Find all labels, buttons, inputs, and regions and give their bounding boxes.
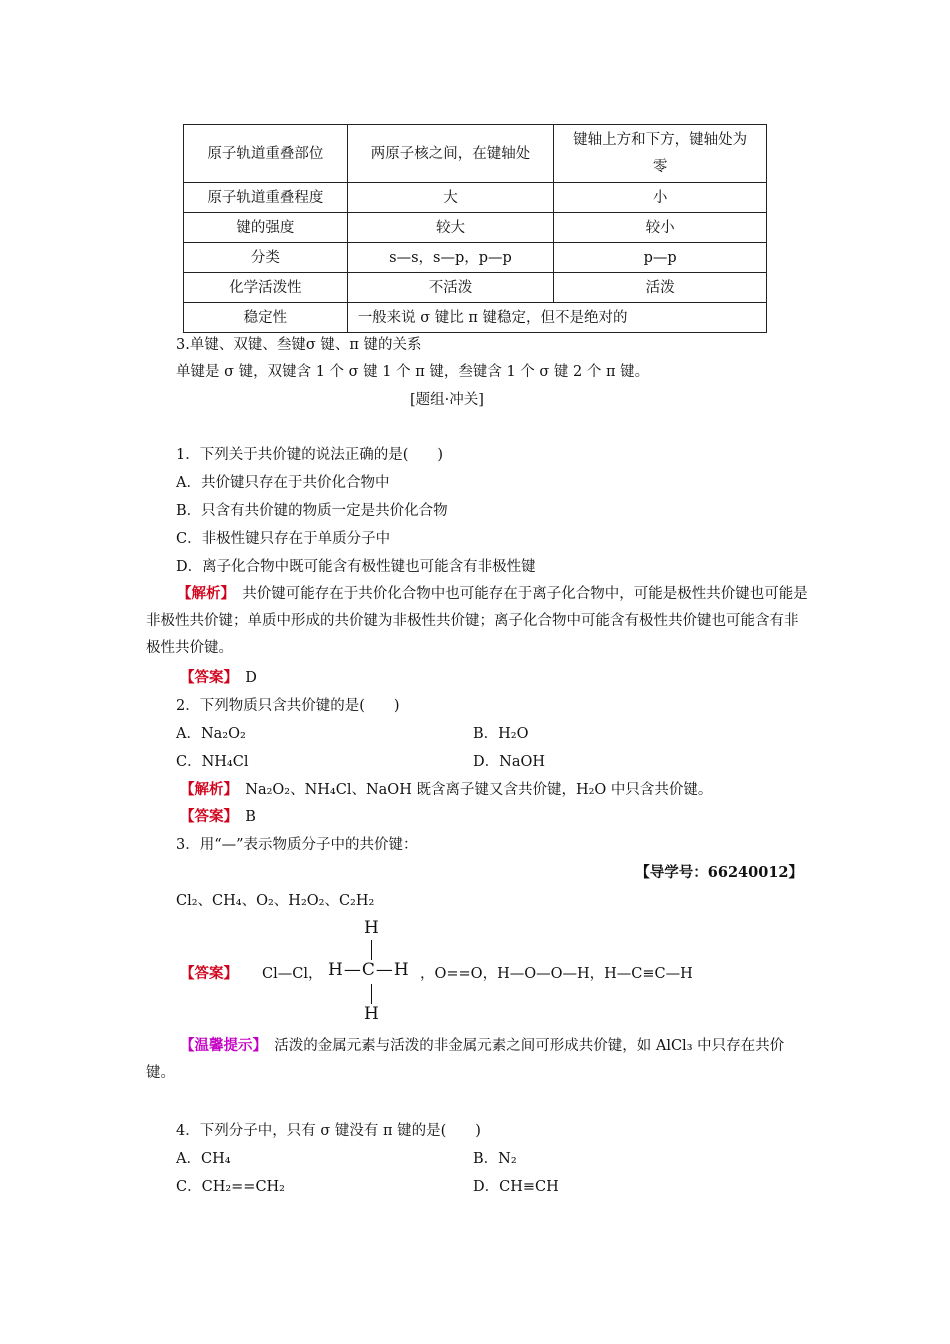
table-cell: 两原子核之间，在键轴处 [347,125,554,183]
question-stem: 2．下列物质只含共价键的是( ) [176,698,400,714]
answer-value: B [245,809,256,825]
section-body: 单键是 σ 键，双键含 1 个 σ 键 1 个 π 键，叁键含 1 个 σ 键 2 个 π 键。 [176,364,650,380]
ch4-middle-row: H—C—H [328,960,410,980]
guide-number: 【导学号：66240012】 [635,864,803,881]
table-cell: 键的强度 [184,213,348,243]
answer-tag: 【答案】 [180,965,238,982]
table-row [184,303,767,333]
table-cell: 分类 [184,243,348,273]
table-cell: 原子轨道重叠部位 [184,125,348,183]
analysis-text: Na₂O₂、NH₄Cl、NaOH 既含离子键又含共价键，H₂O 中只含共价键。 [245,782,713,798]
answer-value: D [245,670,257,686]
table-cell: 不活泼 [347,273,554,303]
option-b: B．只含有共价键的物质一定是共价化合物 [176,503,448,519]
table-cell: 化学活泼性 [184,273,348,303]
tip-text: 活泼的金属元素与活泼的非金属元素之间可形成共价键，如 AlCl₃ 中只存在共价键。 [146,1038,785,1081]
option-a: A．Na₂O₂ [176,726,246,742]
answer-line [180,805,256,826]
option-c: C．非极性键只存在于单质分子中 [176,531,391,547]
analysis-tag: 【解析】 [180,781,231,798]
table-cell: 较大 [347,213,554,243]
analysis-tag: 【解析】 [177,585,228,602]
option-a: A．共价键只存在于共价化合物中 [176,475,390,491]
tip-paragraph [146,1032,810,1087]
ch4-bond-bottom [371,984,372,1004]
table-cell: 一般来说 σ 键比 π 键稳定，但不是绝对的 [347,303,766,333]
option-d: D．NaOH [473,754,545,770]
bond-comparison-table [183,124,767,333]
option-d: D．离子化合物中既可能含有极性键也可能含有非极性键 [176,559,536,575]
table-cell: 大 [347,183,554,213]
option-b: B．H₂O [473,726,529,742]
option-c: C．CH₂==CH₂ [176,1179,285,1195]
option-d: D．CH≡CH [473,1179,559,1195]
question-stem: 1．下列关于共价键的说法正确的是( ) [176,447,444,463]
option-b: B．N₂ [473,1151,517,1167]
question-stem: 3．用“—”表示物质分子中的共价键： [176,837,418,853]
answer-rest: ，O==O，H—O—O—H，H—C≡C—H [420,966,693,982]
answer-line [180,666,257,687]
option-c: C．NH₄Cl [176,754,249,770]
ch4-bond-top [371,940,372,960]
question-stem: 4．下列分子中，只有 σ 键没有 π 键的是( ) [176,1123,481,1139]
table-cell: 稳定性 [184,303,348,333]
section-heading: 3.单键、双键、叁键σ 键、π 键的关系 [176,337,422,353]
option-a: A．CH₄ [176,1151,231,1167]
analysis-text: 共价键可能存在于共价化合物中也可能存在于离子化合物中，可能是极性共价键也可能是非极性共价键；单质中形成的共价键为非极性共价键；离子化合物中可能含有极性共价键也可能含有非极性共价键。 [146,586,808,656]
table-cell: p—p [554,243,767,273]
ch4-bottom-h: H [364,1004,379,1024]
table-row [184,183,767,213]
tip-tag: 【温馨提示】 [180,1037,260,1054]
table-cell: s—s，s—p，p—p [347,243,554,273]
table-cell: 键轴上方和下方，键轴处为零 [554,125,767,183]
species-list: Cl₂、CH₄、O₂、H₂O₂、C₂H₂ [176,893,375,909]
analysis-paragraph [146,580,810,662]
answer-tag: 【答案】 [180,808,231,825]
answer-cl2: Cl—Cl， [262,966,323,982]
analysis-line [180,778,712,799]
table-cell: 活泼 [554,273,767,303]
answer-tag: 【答案】 [180,669,231,686]
table-row [184,213,767,243]
table-cell: 较小 [554,213,767,243]
table-row [184,125,767,183]
table-row [184,243,767,273]
table-row [184,273,767,303]
table-cell: 原子轨道重叠程度 [184,183,348,213]
group-title: [题组·冲关] [410,392,484,408]
table-cell: 小 [554,183,767,213]
ch4-top-h: H [364,918,379,938]
